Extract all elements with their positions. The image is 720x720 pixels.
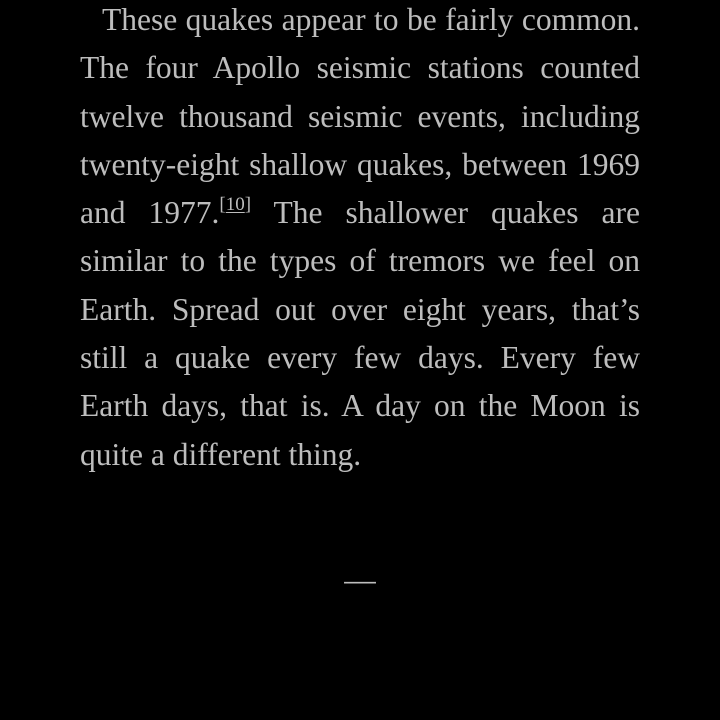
body-paragraph — [80, 0, 640, 479]
footnote-link-10[interactable]: 10 — [225, 194, 245, 216]
paragraph-text-after-footnote: The shallower quakes are similar to the types of tremors we feel on Earth. Spread out over eight years, that’s still a quake every few days. Every few Earth days, that is. A day on the Moon is quite a different thing. — [80, 195, 641, 472]
section-break-dash: — — [344, 562, 376, 597]
footnote-bracket-close: ] — [244, 194, 252, 216]
footnote-reference — [219, 194, 251, 215]
paragraph-text-before-footnote: These quakes appear to be fairly common. The four Apollo seismic stations counted twelve thousand seismic events, including twenty-eight shallow quakes, between 1969 and 1977. — [80, 2, 640, 231]
footnote-bracket-open: [ — [219, 194, 226, 216]
